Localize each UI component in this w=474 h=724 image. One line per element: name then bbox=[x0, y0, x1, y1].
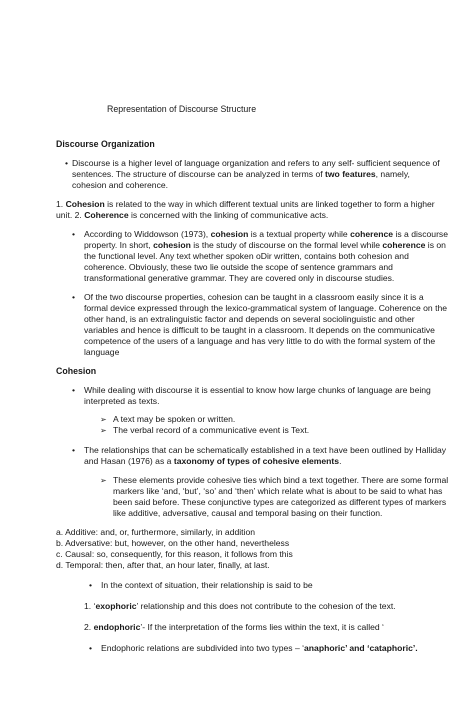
bullet-icon: • bbox=[65, 158, 69, 168]
section-heading-cohesion: Cohesion bbox=[56, 366, 97, 376]
paragraph-line: While dealing with discourse it is essential to know how large chunks of language are being bbox=[84, 385, 431, 395]
arrow-bullet-icon: ➢ bbox=[100, 415, 107, 424]
bullet-icon: • bbox=[72, 229, 76, 239]
bullet-icon: • bbox=[72, 292, 76, 302]
connector-type-item: d. Temporal: then, after that, an hour later, finally, at last. bbox=[56, 560, 270, 570]
paragraph-line: cohesion and coherence. bbox=[72, 180, 169, 190]
paragraph-line: These elements provide cohesive ties which bind a text together. There are some formal bbox=[113, 475, 449, 485]
paragraph-line: property. In short, cohesion is the study of discourse on the formal level while coherence is on bbox=[84, 240, 446, 250]
relationship-item-exophoric: 1. ‘exophoric’ relationship and this does not contribute to the cohesion of the text. bbox=[84, 601, 396, 611]
arrow-bullet-icon: ➢ bbox=[100, 476, 107, 485]
paragraph-line: Endophoric relations are subdivided into two types – ‘anaphoric’ and ‘cataphoric’. bbox=[101, 643, 418, 653]
bullet-icon: • bbox=[89, 643, 93, 653]
paragraph-line: been said before. These conjunctive types are categorized as different types of markers bbox=[113, 497, 447, 507]
paragraph-line: The relationships that can be schematically established in a text have been outlined by Halliday bbox=[84, 445, 447, 455]
paragraph-line: interpreted as texts. bbox=[84, 396, 160, 406]
paragraph-line: and Hasan (1976) as a taxonomy of types of cohesive elements. bbox=[84, 456, 342, 466]
connector-type-item: b. Adversative: but, however, on the other hand, nevertheless bbox=[56, 538, 290, 548]
paragraph-line: competence of the users of a language and has very little to do with the formal system of the bbox=[84, 336, 436, 346]
paragraph-line: In the context of situation, their relationship is said to be bbox=[101, 580, 313, 590]
paragraph-line: According to Widdowson (1973), cohesion is a textual property while coherence is a discourse bbox=[84, 229, 449, 239]
paragraph-line: Of the two discourse properties, cohesion can be taught in a classroom easily since it is a bbox=[84, 292, 424, 302]
arrow-list-item: A text may be spoken or written. bbox=[113, 414, 236, 424]
paragraph-line: 1. Cohesion is related to the way in which different textual units are linked together to form a higher bbox=[56, 199, 435, 209]
connector-type-item: c. Causal: so, consequently, for this reason, it follows from this bbox=[56, 549, 293, 559]
paragraph-line: other hand, is an extralinguistic factor and depends on several sociolinguistic and other bbox=[84, 314, 415, 324]
arrow-list-item: The verbal record of a communicative event is Text. bbox=[113, 425, 310, 435]
connector-type-item: a. Additive: and, or, furthermore, similarly, in addition bbox=[56, 527, 256, 537]
bullet-icon: • bbox=[72, 385, 76, 395]
bullet-icon: • bbox=[72, 445, 76, 455]
bullet-icon: • bbox=[89, 580, 93, 590]
paragraph-line: sentences. The structure of discourse can be analyzed in terms of two features, namely, bbox=[72, 169, 410, 179]
paragraph-line: unit. 2. Coherence is concerned with the linking of communicative acts. bbox=[56, 210, 329, 220]
paragraph-line: variables and hence is difficult to be taught in a classroom. It depends on the communicative bbox=[84, 325, 435, 335]
relationship-item-endophoric: 2. endophoric’- If the interpretation of the forms lies within the text, it is called ‘ bbox=[84, 622, 384, 632]
section-heading-discourse-organization: Discourse Organization bbox=[56, 139, 155, 149]
paragraph-line: like additive, adversative, causal and temporal basing on their function. bbox=[113, 508, 383, 518]
paragraph-line: the functional level. Any text whether spoken oDir written, contains both cohesion and bbox=[84, 251, 409, 261]
paragraph-line: transformational generative grammar. They are covered only in discourse studies. bbox=[84, 273, 395, 283]
document-title: Representation of Discourse Structure bbox=[107, 104, 257, 114]
paragraph-line: coherence. Obviously, these two lie outside the scope of sentence grammars and bbox=[84, 262, 393, 272]
paragraph-line: markers like ‘and, ‘but’, ‘so’ and ‘then’ which relate what is about to be said to what has bbox=[113, 486, 443, 496]
paragraph-line: formal device expressed through the lexico-grammatical system of language. Coherence on the bbox=[84, 303, 448, 313]
paragraph-line: Discourse is a higher level of language organization and refers to any self- sufficient sequence of bbox=[72, 158, 440, 168]
paragraph-line: language bbox=[84, 347, 120, 357]
arrow-bullet-icon: ➢ bbox=[100, 426, 107, 435]
